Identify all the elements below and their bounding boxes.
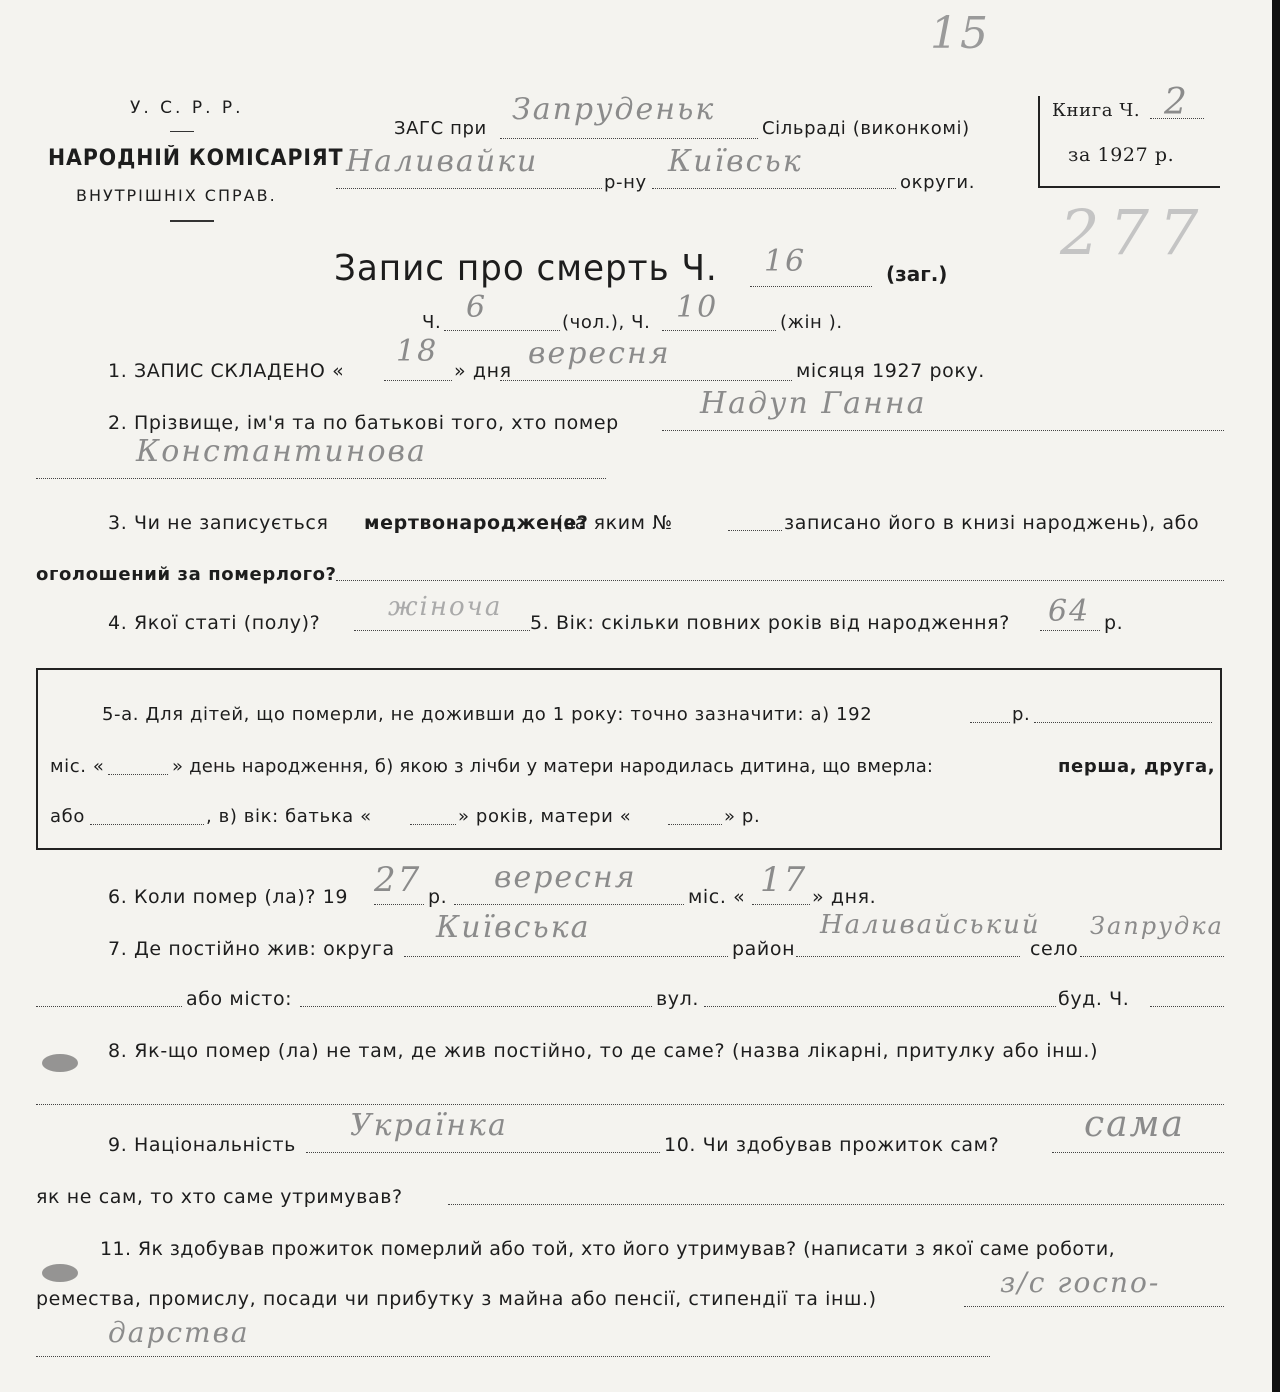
item5a-line2-b: » день народження, б) якою з лічби у матери народилась дитина, що вмерла: (172, 756, 934, 777)
item8-label: 8. Як-що помер (ла) не там, де жив постійно, то де саме? (назва лікарні, притулку або інш.) (108, 1040, 1099, 1062)
item7-misto-label: або місто: (186, 988, 293, 1010)
item11-answer-2: дарства (108, 1316, 250, 1349)
item10-supporter-field (448, 1204, 1224, 1205)
item3-declared-field (336, 580, 1224, 581)
item7-bud-field (1150, 1006, 1224, 1007)
female-number-field (662, 330, 776, 331)
item6-month-value: вересня (494, 860, 637, 895)
item7-vul-field (704, 1006, 1056, 1007)
zags-village-value: Запруденьк (512, 92, 716, 127)
item2-name-value: Надуп Ганна (700, 386, 927, 421)
item11-answer-cont-field (36, 1356, 990, 1357)
male-number-field (444, 330, 560, 331)
item5a-line3-d: » р. (724, 806, 761, 827)
item5a-order-field (90, 824, 204, 825)
item3-label-b: мертвонароджене? (364, 512, 589, 534)
item6-year-field (374, 904, 424, 905)
book-year: за 1927 р. (1068, 144, 1175, 166)
scan-edge (1272, 0, 1280, 1392)
country-label: У. С. Р. Р. (130, 98, 244, 118)
item5a-r: р. (1012, 704, 1031, 725)
record-number-field (750, 286, 872, 287)
ink-blot (42, 1264, 78, 1282)
item5a-line2-c: перша, друга, (1058, 756, 1216, 777)
zags-prefix: ЗАГС при (394, 118, 487, 139)
item6-mis: міс. « (688, 886, 746, 908)
male-number-value: 6 (466, 290, 488, 325)
item11-answer-field (964, 1306, 1224, 1307)
item6-day-field (752, 904, 810, 905)
item1-mid: » дня (454, 360, 512, 382)
item10-line2: як не сам, то хто саме утримував? (36, 1186, 403, 1208)
item5a-line1: 5-а. Для дітей, що померли, не доживши до 1 року: точно зазначити: а) 192 (102, 704, 873, 725)
item3-label-a: 3. Чи не записується (108, 512, 329, 534)
item6-year-value: 27 (374, 860, 422, 900)
item6-day-value: 17 (760, 860, 808, 900)
item1-label: 1. ЗАПИС СКЛАДЕНО « (108, 360, 345, 382)
page-number: 15 (930, 8, 990, 59)
item7-selo-field (1080, 956, 1224, 957)
male-label: (чол.), Ч. (562, 312, 651, 333)
item5-age-value: 64 (1048, 594, 1091, 629)
item8-place-field (36, 1104, 1224, 1105)
district-value: Наливайки (346, 144, 539, 179)
item3-label-d: записано його в книзі народжень), або (784, 512, 1200, 534)
okrug-field (652, 188, 896, 189)
item5a-mother-age-field (668, 824, 722, 825)
record-suffix: (заг.) (886, 262, 948, 286)
item3-number-field (728, 530, 782, 531)
item1-end: місяця 1927 року. (796, 360, 985, 382)
item4-sex-field (354, 630, 530, 631)
item5-label: 5. Вік: скільки повних років від народження? (530, 612, 1010, 634)
item1-month-field (500, 380, 792, 381)
item7-selo-label: село (1030, 938, 1079, 960)
item6-end: » дня. (812, 886, 877, 908)
item7-selo-value: Запрудка (1090, 912, 1224, 940)
item5a-line3-c: » років, матери « (458, 806, 632, 827)
subtitle-ch: Ч. (422, 312, 442, 333)
item5a-line2-a: міс. « (50, 756, 105, 777)
item6-month-field (454, 904, 684, 905)
item4-label: 4. Якої статі (полу)? (108, 612, 321, 634)
female-label: (жін ). (780, 312, 843, 333)
agency-label: НАРОДНІЙ КОМІСАРІЯТ (48, 146, 344, 171)
item7-okruga-field (404, 956, 728, 957)
item1-month-value: вересня (528, 336, 671, 371)
margin-number: 277 (1060, 196, 1209, 269)
item7-bud-label: буд. Ч. (1058, 988, 1130, 1010)
rnu-label: р-ну (604, 172, 647, 193)
dept-label: ВНУТРІШНІХ СПРАВ. (76, 186, 277, 205)
item7-label: 7. Де постійно жив: округа (108, 938, 395, 960)
item7-raion-value: Наливайський (820, 910, 1041, 940)
header-divider (170, 131, 194, 132)
zags-suffix: Сільраді (виконкомі) (762, 118, 970, 139)
item10-label: 10. Чи здобував прожиток сам? (664, 1134, 1000, 1156)
record-number-value: 16 (764, 244, 807, 279)
item7-raion-field (796, 956, 1020, 957)
item10-self-field (1052, 1152, 1224, 1153)
female-number-value: 10 (676, 290, 719, 325)
item11-line2: ремества, промислу, посади чи прибутку з майна або пенсії, стипендії та інш.) (36, 1288, 877, 1310)
item6-label: 6. Коли помер (ла)? 19 (108, 886, 349, 908)
book-number-value: 2 (1164, 82, 1189, 123)
item9-nationality-value: Українка (350, 1108, 508, 1143)
item11-answer-1: з/с госпо- (1000, 1266, 1161, 1299)
item9-nationality-field (306, 1152, 660, 1153)
item5a-line3-b: , в) вік: батька « (206, 806, 372, 827)
item2-name-field (662, 430, 1224, 431)
item7-selo-cont-field (36, 1006, 182, 1007)
okrugy-label: округи. (900, 172, 976, 193)
item2-label: 2. Прізвище, ім'я та по батькові того, хто помер (108, 412, 619, 434)
item5a-month-field (1034, 722, 1212, 723)
okrug-value: Київськ (668, 144, 803, 179)
zags-village-field (500, 138, 758, 139)
item5a-line3-a: або (50, 806, 85, 827)
district-field (336, 188, 602, 189)
item7-raion-label: район (732, 938, 796, 960)
ink-blot (42, 1054, 78, 1072)
item2-patronymic-value: Константинова (136, 434, 427, 469)
item10-self-value: сама (1084, 1104, 1185, 1145)
item11-line1: 11. Як здобував прожиток померлий або той, хто його утримував? (написати з якої саме роботи, (100, 1238, 1116, 1260)
item9-label: 9. Національність (108, 1134, 296, 1156)
item5-age-unit: р. (1104, 612, 1124, 634)
item2-patronymic-field (36, 478, 606, 479)
item5a-day-field (108, 774, 168, 775)
item3-label-c: (за яким № (556, 512, 673, 534)
item5-age-field (1040, 630, 1100, 631)
item3-label-2: оголошений за померлого? (36, 564, 337, 585)
item5a-father-age-field (410, 824, 456, 825)
item7-okruga-value: Київська (436, 910, 591, 945)
item7-vul-label: вул. (656, 988, 700, 1010)
item7-misto-field (300, 1006, 652, 1007)
header-divider (170, 220, 214, 222)
item1-day-field (384, 380, 452, 381)
book-label: Книга Ч. (1052, 100, 1141, 121)
item1-day-value: 18 (396, 334, 439, 369)
item4-sex-value: жіноча (388, 592, 503, 622)
record-title: Запис про смерть Ч. (334, 248, 718, 289)
item6-r: р. (428, 886, 448, 908)
item5a-year-field (970, 722, 1010, 723)
